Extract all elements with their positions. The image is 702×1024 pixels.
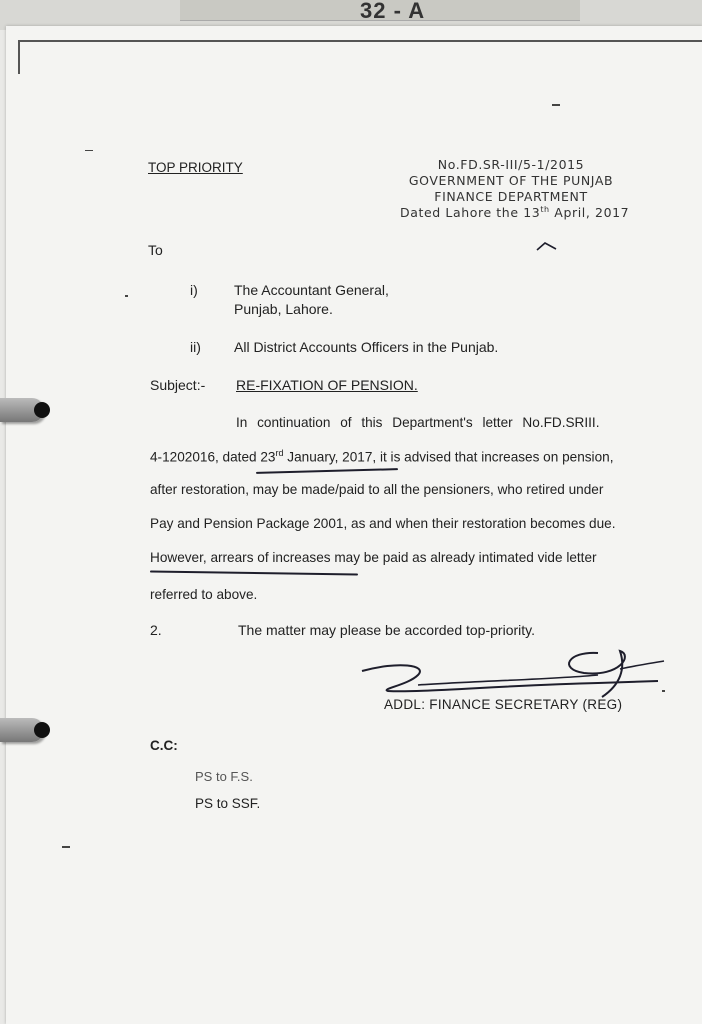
pen-tick-mark bbox=[536, 240, 558, 252]
body-line-4: Pay and Pension Package 2001, as and when their restoration becomes due. bbox=[150, 516, 616, 531]
recipient-1-line2: Punjab, Lahore. bbox=[234, 301, 333, 317]
to-label: To bbox=[148, 242, 163, 258]
org-department: FINANCE DEPARTMENT bbox=[434, 189, 588, 204]
handwritten-signature bbox=[358, 645, 668, 705]
header-frame bbox=[18, 40, 702, 74]
body-line-3: after restoration, may be made/paid to all the pensioners, who retired under bbox=[150, 482, 604, 497]
speck bbox=[125, 295, 128, 297]
recipient-2-number: ii) bbox=[190, 339, 201, 355]
body-line-2: 4-1202016, dated 23rd January, 2017, it is advised that increases on pension, bbox=[150, 448, 614, 465]
body-line-1: In continuation of this Department's letter No.FD.SRIII. bbox=[236, 415, 600, 430]
subject-label: Subject:- bbox=[150, 377, 206, 393]
speck bbox=[552, 104, 560, 106]
body-line-5: However, arrears of increases may be paid as already intimated vide letter bbox=[150, 550, 597, 565]
body-line-6: referred to above. bbox=[150, 587, 258, 602]
speck bbox=[62, 846, 70, 848]
reference-number: No.FD.SR-III/5-1/2015 bbox=[437, 157, 585, 172]
recipient-1-line1: The Accountant General, bbox=[234, 282, 389, 298]
file-number: 32 - A bbox=[360, 0, 426, 23]
binder-ring-top bbox=[0, 398, 44, 422]
letter-date: Dated Lahore the 13th April, 2017 bbox=[400, 205, 630, 221]
subject-text: RE-FIXATION OF PENSION. bbox=[236, 377, 418, 393]
binder-ring-bottom bbox=[0, 718, 44, 742]
speck bbox=[662, 690, 665, 692]
org-government: GOVERNMENT OF THE PUNJAB bbox=[408, 173, 614, 188]
cc-label: C.C: bbox=[150, 738, 178, 753]
para-2-number: 2. bbox=[150, 622, 162, 638]
recipient-2-line1: All District Accounts Officers in the Punjab. bbox=[234, 339, 499, 355]
para-2-text: The matter may please be accorded top-priority. bbox=[238, 622, 535, 638]
cc-item: PS to SSF. bbox=[195, 796, 261, 811]
priority-label: TOP PRIORITY bbox=[148, 160, 243, 175]
speck bbox=[85, 150, 93, 151]
signatory-title: ADDL: FINANCE SECRETARY (REG) bbox=[384, 697, 623, 712]
recipient-1-number: i) bbox=[190, 282, 198, 298]
cc-item: PS to F.S. bbox=[195, 769, 253, 784]
